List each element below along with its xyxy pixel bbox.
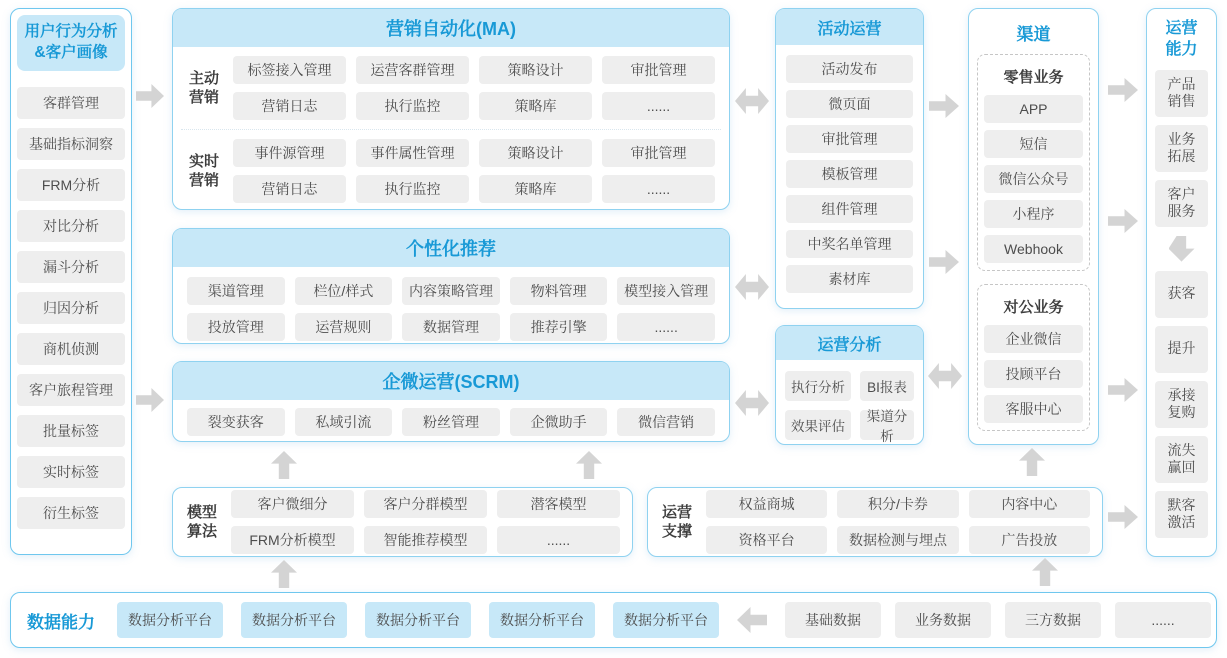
feature-box: 效果评估 [785,410,851,440]
panel-channel [968,8,1099,445]
ma-group-active-label [187,69,221,108]
feature-box: 营销日志 [233,92,346,120]
activity-title: 活动运营 [776,9,923,45]
ma-active-row1 [233,56,715,84]
model-row1 [231,490,620,518]
capability-title-line1: 运营 [1165,20,1198,37]
capability-box: 提升 [1155,326,1208,373]
feature-box: 模板管理 [786,160,913,188]
data-platform-box: 数据分析平台 [365,602,471,638]
scrm-row [187,408,715,436]
channel-box: 微信公众号 [984,165,1083,193]
feature-box: 粉丝管理 [402,408,500,436]
arrow-up-icon [271,560,297,588]
feature-box: 渠道分析 [860,410,914,440]
data-platform-box: 数据分析平台 [241,602,347,638]
arrow-right-icon [1108,78,1138,102]
channel-corporate-group [977,284,1090,431]
label-line: 算法 [186,523,217,540]
feature-box: ...... [497,526,620,554]
panel-model-algorithms [172,487,633,557]
ma-realtime-row1 [233,139,715,167]
panel-operation-support [647,487,1103,557]
label-line: 模型 [186,503,217,521]
ma-title: 营销自动化(MA) [173,9,729,47]
feature-box: 运营规则 [295,313,393,341]
feature-box: 物料管理 [510,277,608,305]
feature-box: 数据管理 [402,313,500,341]
feature-box: 活动发布 [786,55,913,83]
channel-box: 企业微信 [984,325,1083,353]
panel-operation-capability [1146,8,1217,557]
activity-list [776,45,923,301]
arrow-right-icon [1108,209,1138,233]
feature-box: 衍生标签 [17,497,125,529]
panel-marketing-automation [172,8,730,210]
capability-box: 流失赢回 [1155,436,1208,483]
user-behavior-title-line1: 用户行为分析 [24,23,118,40]
arrow-right-icon [136,84,164,108]
feature-box: FRM分析模型 [231,526,354,554]
recommend-row1 [187,277,715,305]
feature-box: 中奖名单管理 [786,230,913,258]
capability-box: 产品销售 [1155,70,1208,117]
ma-group-active [173,47,729,129]
feature-box: 客户微细分 [231,490,354,518]
feature-box: 执行监控 [356,92,469,120]
data-source-box: 三方数据 [1005,602,1101,638]
user-behavior-list [11,77,131,535]
channel-retail-list [984,95,1083,263]
feature-box: 内容中心 [969,490,1090,518]
data-platform-box: 数据分析平台 [117,602,223,638]
panel-operation-analysis [775,325,924,445]
feature-box: 策略设计 [479,56,592,84]
arrow-double-icon [735,390,769,416]
feature-box: 审批管理 [602,139,715,167]
feature-box: 漏斗分析 [17,251,125,283]
feature-box: 资格平台 [706,526,827,554]
arrow-right-icon [1108,378,1138,402]
arrow-double-icon [928,363,962,389]
feature-box: 商机侦测 [17,333,125,365]
support-row1 [706,490,1090,518]
feature-box: 广告投放 [969,526,1090,554]
user-behavior-title [17,15,125,71]
feature-box: ...... [617,313,715,341]
user-behavior-title-line2: &客户画像 [34,43,108,61]
feature-box: ...... [602,175,715,203]
channel-title: 渠道 [1016,25,1051,44]
channel-box: APP [984,95,1083,123]
feature-box: 客户旅程管理 [17,374,125,406]
capability-title-line2: 能力 [1165,40,1198,58]
feature-box: 对比分析 [17,210,125,242]
panel-user-behavior [10,8,132,555]
arrow-right-icon [929,94,959,118]
feature-box: 客群管理 [17,87,125,119]
feature-box: 积分/卡券 [837,490,958,518]
feature-box: 微信营销 [617,408,715,436]
ma-realtime-row2 [233,175,715,203]
feature-box: 客户分群模型 [364,490,487,518]
channel-box: Webhook [984,235,1083,263]
capability-top-list [1147,70,1216,227]
recommend-row2 [187,313,715,341]
feature-box: 审批管理 [602,56,715,84]
analysis-title: 运营分析 [776,326,923,360]
arrow-left-icon [737,607,767,633]
feature-box: BI报表 [860,371,914,401]
feature-box: 实时标签 [17,456,125,488]
ma-active-row2 [233,92,715,120]
panel-data-capability [10,592,1217,648]
feature-box: 智能推荐模型 [364,526,487,554]
data-source-list [785,602,1211,638]
capability-bottom-list [1147,271,1216,538]
panel-recommendation [172,228,730,344]
capability-box: 业务拓展 [1155,125,1208,172]
feature-box: 裂变获客 [187,408,285,436]
arrow-up-icon [576,451,602,479]
panel-activity-operation [775,8,924,309]
ma-group-realtime-label [187,152,221,191]
capability-box: 默客激活 [1155,491,1208,538]
model-label [185,503,219,542]
recommend-title: 个性化推荐 [173,229,729,267]
feature-box: 投放管理 [187,313,285,341]
arrow-down-icon [1169,236,1195,262]
support-label [660,503,694,542]
feature-box: 运营客群管理 [356,56,469,84]
channel-retail-label: 零售业务 [1003,69,1064,86]
feature-box: 数据检测与埋点 [837,526,958,554]
feature-box: 企微助手 [510,408,608,436]
channel-retail-group [977,54,1090,271]
channel-box: 短信 [984,130,1083,158]
data-source-box: 基础数据 [785,602,881,638]
feature-box: 营销日志 [233,175,346,203]
channel-corporate-list [984,325,1083,423]
feature-box: 归因分析 [17,292,125,324]
feature-box: 基础指标洞察 [17,128,125,160]
model-row2 [231,526,620,554]
feature-box: 事件属性管理 [356,139,469,167]
arrow-right-icon [929,250,959,274]
feature-box: 事件源管理 [233,139,346,167]
feature-box: 渠道管理 [187,277,285,305]
label-line: 运营 [661,503,692,521]
data-source-box: ...... [1115,602,1211,638]
capability-box: 获客 [1155,271,1208,318]
feature-box: 策略库 [479,175,592,203]
feature-box: 执行分析 [785,371,851,401]
channel-box: 客服中心 [984,395,1083,423]
channel-box: 小程序 [984,200,1083,228]
arrow-up-icon [1019,448,1045,476]
support-row2 [706,526,1090,554]
label-line: 主动 [188,69,219,87]
data-platform-box: 数据分析平台 [489,602,595,638]
arrow-right-icon [136,388,164,412]
data-source-box: 业务数据 [895,602,991,638]
capability-title [1147,9,1216,70]
feature-box: 批量标签 [17,415,125,447]
channel-box: 投顾平台 [984,360,1083,388]
arrow-right-icon [1108,505,1138,529]
feature-box: 栏位/样式 [295,277,393,305]
feature-box: 素材库 [786,265,913,293]
ma-group-realtime [173,130,729,212]
arrow-up-icon [1032,558,1058,586]
feature-box: 内容策略管理 [402,277,500,305]
data-platform-list [117,602,719,638]
analysis-grid [776,360,923,451]
channel-corporate-label: 对公业务 [1003,299,1064,316]
label-line: 实时 [188,152,219,170]
feature-box: 策略库 [479,92,592,120]
label-line: 营销 [188,172,219,189]
feature-box: 标签接入管理 [233,56,346,84]
feature-box: 执行监控 [356,175,469,203]
feature-box: 组件管理 [786,195,913,223]
arrow-double-icon [735,88,769,114]
panel-scrm [172,361,730,442]
arrow-up-icon [271,451,297,479]
capability-box: 客户服务 [1155,180,1208,227]
feature-box: 审批管理 [786,125,913,153]
capability-box: 承接复购 [1155,381,1208,428]
feature-box: 推荐引擎 [510,313,608,341]
arrow-double-icon [735,274,769,300]
feature-box: 潜客模型 [497,490,620,518]
data-platform-box: 数据分析平台 [613,602,719,638]
feature-box: 私域引流 [295,408,393,436]
feature-box: 权益商城 [706,490,827,518]
label-line: 营销 [188,89,219,106]
feature-box: 微页面 [786,90,913,118]
label-line: 支撑 [661,523,692,540]
data-capability-title: 数据能力 [27,612,95,632]
scrm-title: 企微运营(SCRM) [173,362,729,400]
feature-box: FRM分析 [17,169,125,201]
feature-box: 模型接入管理 [617,277,715,305]
feature-box: ...... [602,92,715,120]
feature-box: 策略设计 [479,139,592,167]
